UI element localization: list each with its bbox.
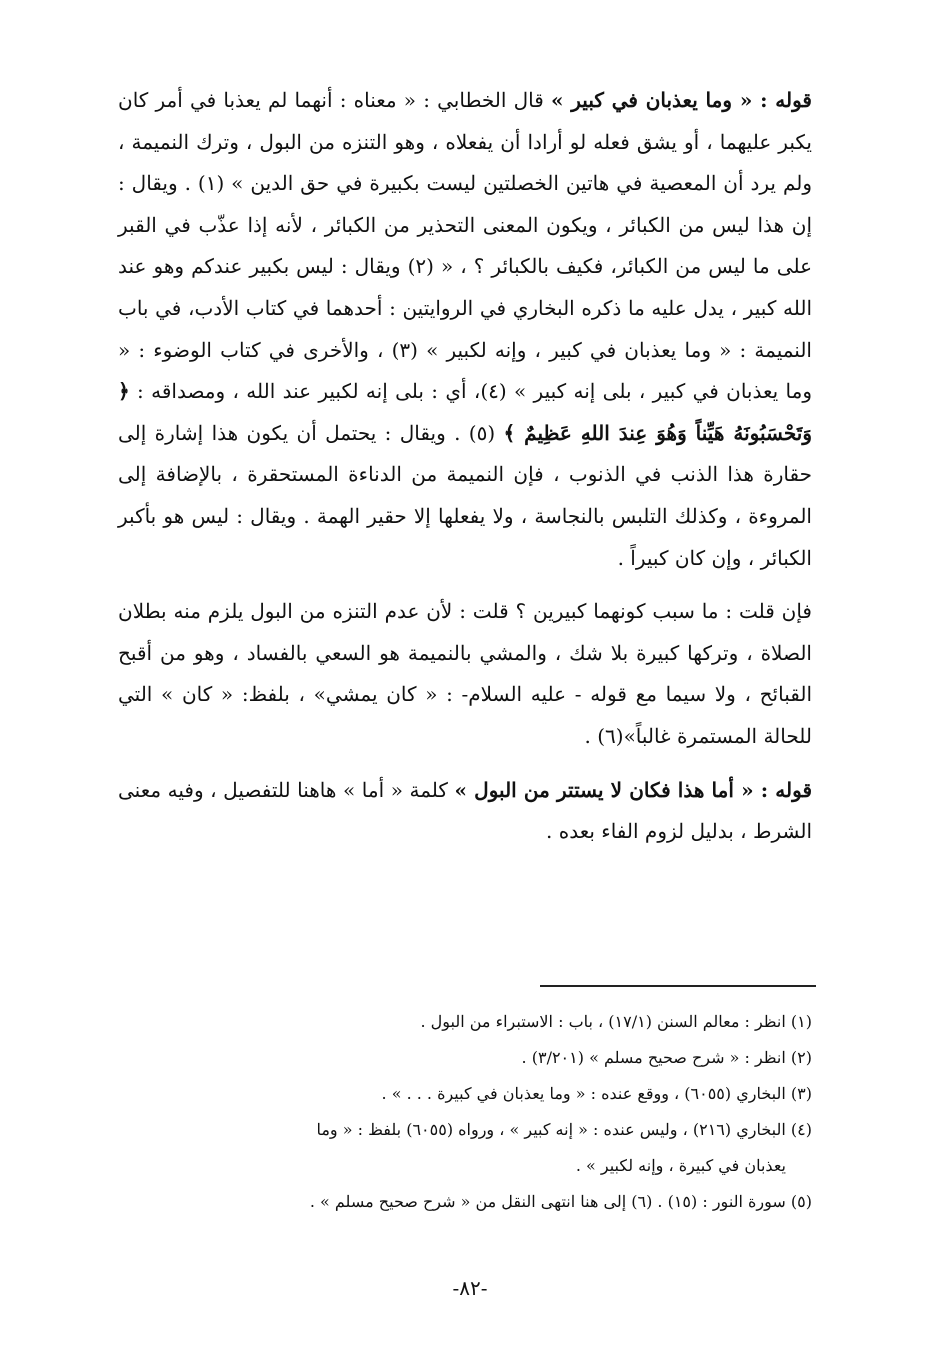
paragraph-3 bbox=[118, 770, 812, 853]
commentary-text: فإن قلت : ما سبب كونهما كبيرين ؟ قلت : لأن عدم التنزه من البول يلزم منه بطلان الصلاة ، وتركها كبيرة بلا شك ، والمشي بالنميمة هو السعي بالفساد ، وهو من أقبح القبائح ، ولا سيما مع قوله - عليه السلام- : « كان يمشي» ، بلفظ: « كان » التي للحالة المستمرة غالباً»(٦) . bbox=[118, 599, 812, 748]
footnote-3: (٣) البخاري (٦٠٥٥) ، ووقع عنده : « وما يعذبان في كبيرة . . . » . bbox=[381, 1084, 812, 1103]
quote-heading: قوله : « وما يعذبان في كبير » bbox=[550, 88, 812, 112]
footnotes bbox=[122, 1004, 812, 1220]
commentary-text: كلمة « أما » هاهنا للتفصيل ، وفيه معنى الشرط ، بدليل لزوم الفاء بعده . bbox=[118, 777, 812, 844]
page-number: -٨٢- bbox=[452, 1276, 488, 1300]
paragraph-2 bbox=[118, 591, 812, 757]
paragraph-1 bbox=[118, 80, 812, 579]
footnote-divider bbox=[540, 985, 816, 987]
footnote-5-6: (٥) سورة النور : (١٥) . (٦) إلى هنا انتهى النقل من « شرح صحيح مسلم » . bbox=[309, 1192, 812, 1211]
commentary-text: قال الخطابي : « معناه : أنهما لم يعذبا في أمر كان يكبر عليهما ، أو يشق فعله لو أرادا أن يفعلاه ، وهو التنزه من البول ، وترك النميمة ، ولم يرد أن المعصية في هاتين الخصلتين ليست بكبيرة في حق الدين » (١) . ويقال : إن هذا ليس من الكبائر ، ويكون المعنى التحذير من الكبائر ، لأنه إذا عذّب في القبر على ما ليس من الكبائر، فكيف بالكبائر ؟ ، « (٢) ويقال : ليس بكبير عندكم وهو عند الله كبير ، يدل عليه ما ذكره البخاري في الروايتين : أحدهما في كتاب الأدب، في باب النميمة : « وما يعذبان في كبير ، وإنه لكبير » (٣) ، والأخرى في كتاب الوضوء : « وما يعذبان في كبير ، بلى إنه كبير » (٤)، أي : بلى إنه لكبير عند الله ، ومصداقه : bbox=[118, 88, 813, 404]
quote-heading: قوله : « أما هذا فكان لا يستتر من البول » bbox=[454, 777, 813, 802]
quran-verse: ﴿ وَتَحْسَبُونَهُ هَيِّناً وَهُوَ عِندَ اللهِ عَظِيمٌ ﴾ bbox=[118, 379, 812, 445]
footnote-1: (١) انظر : معالم السنن (١٧/١) ، باب : الاستبراء من البول . bbox=[420, 1012, 812, 1031]
footnote-2: (٢) انظر : « شرح صحيح مسلم » (٣/٢٠١) . bbox=[521, 1048, 812, 1067]
footnote-4: (٤) البخاري (٢١٦) ، وليس عنده : « إنه كبير » ، ورواه (٦٠٥٥) بلفظ : « وما bbox=[316, 1120, 812, 1139]
commentary-text: (٥) . ويقال : يحتمل أن يكون هذا إشارة إلى حقارة هذا الذنب في الذنوب ، فإن النميمة من الدناءة المستحقرة ، بالإضافة إلى المروءة ، وكذلك التلبس بالنجاسة ، ولا يفعلها إلا حقير الهمة . ويقال : ليس هو بأكبر الكبائر ، وإن كان كبيراً . bbox=[118, 420, 812, 570]
main-text bbox=[118, 80, 812, 865]
footnote-4-continuation: يعذبان في كبيرة ، وإنه لكبير » . bbox=[575, 1156, 786, 1175]
